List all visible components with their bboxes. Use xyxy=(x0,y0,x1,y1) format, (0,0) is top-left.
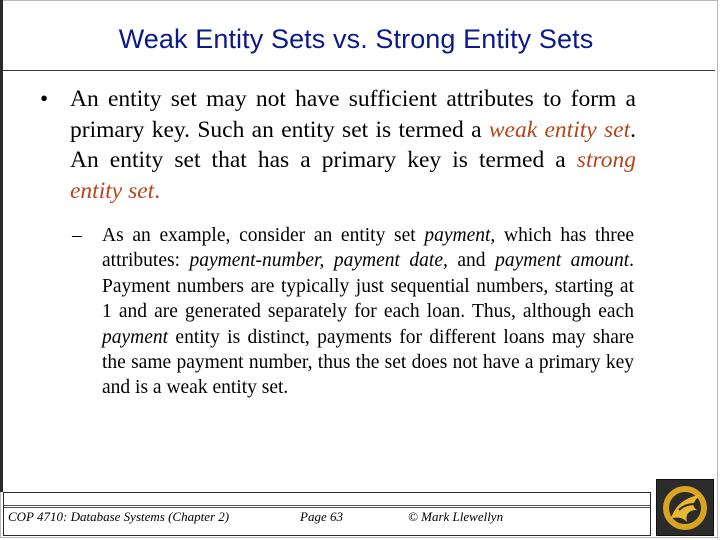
footer-page-number: Page 63 xyxy=(300,509,343,524)
pegasus-logo-icon xyxy=(656,479,714,536)
slide-title: Weak Entity Sets vs. Strong Entity Sets xyxy=(118,24,594,54)
sub-bullet-part3: and xyxy=(447,250,496,272)
term-payment: payment, xyxy=(424,225,496,246)
weak-entity-set-term: weak entity set xyxy=(488,116,631,143)
footer-author: © Mark Llewellyn xyxy=(408,509,504,524)
sub-bullet xyxy=(72,223,634,401)
main-bullet-text xyxy=(70,84,636,206)
footer-course: COP 4710: Database Systems (Chapter 2) xyxy=(8,509,230,524)
title-divider xyxy=(3,70,715,71)
main-bullet-period: . xyxy=(154,177,161,204)
sub-bullet-marker: – xyxy=(72,225,82,246)
main-bullet-part1: An entity set may not have sufficient attributes to form a primary key. Such an entity set is termed a xyxy=(70,86,636,143)
main-bullet-part2: . An entity set that has a primary key is termed a xyxy=(70,116,636,173)
term-payment-amount: payment amount xyxy=(495,250,630,272)
sub-bullet-part2: which has three attributes: xyxy=(102,225,634,272)
sub-bullet-part1: As an example, consider an entity set xyxy=(102,225,425,246)
term-attributes: payment-number, payment date, xyxy=(189,250,448,272)
strong-entity-set-term: strong entity set xyxy=(70,147,636,204)
sub-bullet-text xyxy=(102,223,634,401)
footer-bar xyxy=(3,492,651,536)
sub-bullet-part5: entity is distinct, payments for different loans may share the same payment number, thus the set does not have a primary key and is a weak entity set. xyxy=(102,326,634,399)
footer-double-rule xyxy=(4,505,650,508)
main-bullet xyxy=(40,84,636,206)
sub-bullet-part4: . Payment numbers are typically just sequential numbers, starting at 1 and are generated separately for each loan. Thus, although each xyxy=(102,250,635,323)
bullet-marker: • xyxy=(40,86,49,112)
term-payment-entity: payment xyxy=(102,326,169,348)
left-border-rule xyxy=(0,0,3,492)
